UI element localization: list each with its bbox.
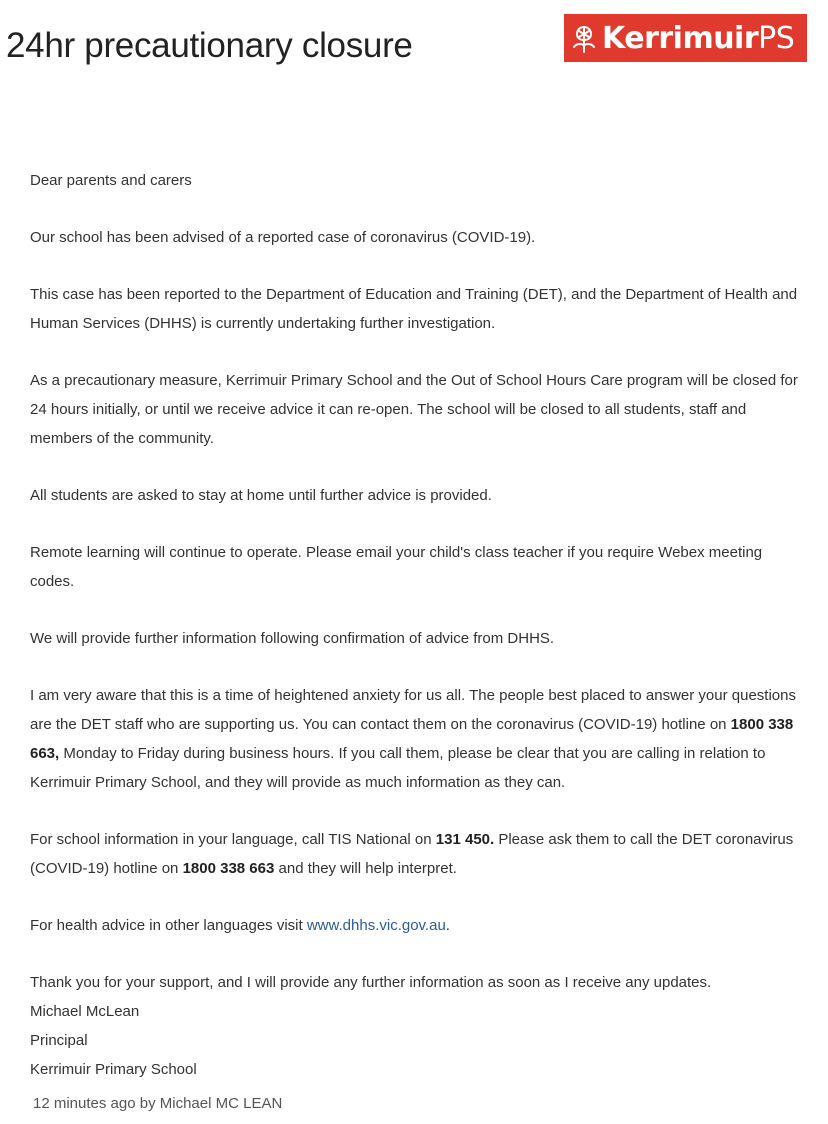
paragraph-hotline — [30, 681, 810, 797]
page-title: 24hr precautionary closure — [6, 26, 413, 65]
health-text-a: For health advice in other languages visit — [30, 917, 307, 934]
paragraph-health-advice — [30, 911, 810, 940]
paragraph-stay-home: All students are asked to stay at home until further advice is provided. — [30, 487, 492, 504]
hotline-text-a: I am very aware that this is a time of heightened anxiety for us all. The people best placed to answer your questions are the DET staff who are supporting us. You can contact them on the coronavirus (COVID-19) hotline on — [30, 687, 796, 733]
post-meta: 12 minutes ago by Michael MC LEAN — [33, 1095, 283, 1112]
school-logo — [564, 14, 807, 62]
dhhs-link[interactable]: www.dhhs.vic.gov.au — [306, 917, 446, 934]
waratah-flower-icon — [570, 23, 598, 53]
signature-school: Kerrimuir Primary School — [30, 1061, 197, 1078]
hotline-number: 1800 338 663, — [30, 716, 794, 762]
letter-body — [30, 166, 810, 1084]
paragraph-closure: As a precautionary measure, Kerrimuir Primary School and the Out of School Hours Care program will be closed for 24 hours initially, or until we receive advice it can re-open. The school will be closed to all students, staff and members of the community. — [30, 372, 798, 447]
paragraph-remote-learning: Remote learning will continue to operate. Please email your child's class teacher if you require Webex meeting codes. — [30, 544, 763, 590]
health-text-b: . — [445, 917, 450, 934]
paragraph-investigation: This case has been reported to the Department of Education and Training (DET), and the Department of Health and Human Services (DHHS) is currently undertaking further investigation. — [30, 286, 798, 332]
tis-number: 131 450. — [435, 831, 495, 848]
language-text-b: Please ask them to call the DET coronavirus (COVID-19) hotline on — [30, 831, 794, 877]
paragraph-language-support — [30, 825, 810, 883]
logo-text-bold: Kerrimuir — [602, 20, 759, 56]
signature-name: Michael McLean — [30, 1003, 140, 1020]
hotline-text-b: Monday to Friday during business hours. If you call them, please be clear that you are calling in relation to Kerrimuir Primary School, and they will provide as much information as they can. — [30, 745, 766, 791]
language-text-c: and they will help interpret. — [274, 860, 457, 877]
signature-role: Principal — [30, 1032, 88, 1049]
paragraph-further-info: We will provide further information following confirmation of advice from DHHS. — [30, 630, 555, 647]
paragraph-reported-case: Our school has been advised of a reported case of coronavirus (COVID-19). — [30, 229, 536, 246]
logo-text-light: PS — [758, 20, 795, 56]
language-text-a: For school information in your language, call TIS National on — [30, 831, 436, 848]
hotline-number-2: 1800 338 663 — [182, 860, 275, 877]
closing-line: Thank you for your support, and I will provide any further information as soon as I receive any updates. — [30, 974, 712, 991]
greeting: Dear parents and carers — [30, 172, 192, 189]
